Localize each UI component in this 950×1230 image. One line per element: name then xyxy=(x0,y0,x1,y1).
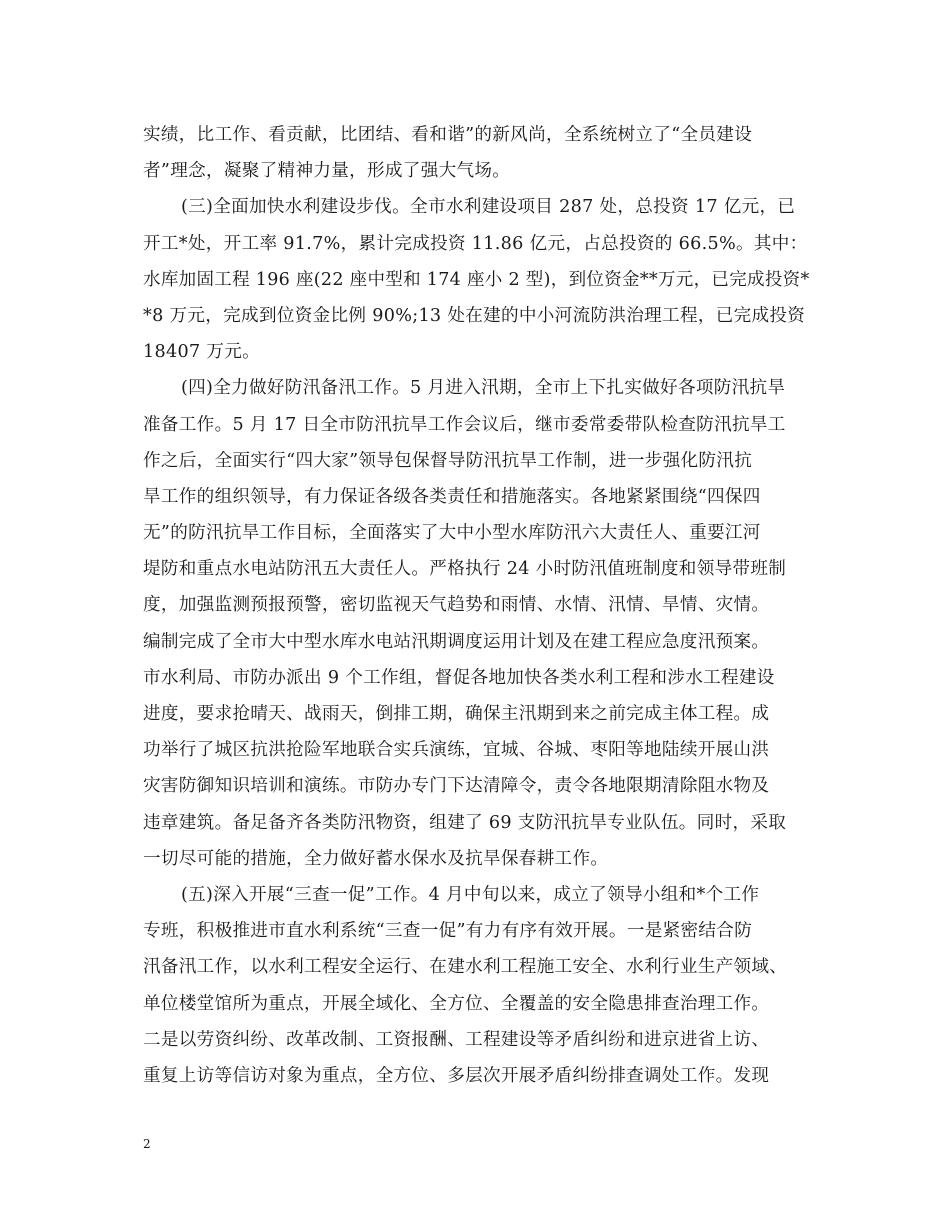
text-line: 作之后，全面实行“四大家”领导包保督导防汛抗旱工作制，进一步强化防汛抗 xyxy=(143,450,753,471)
page-number: 2 xyxy=(143,1137,151,1151)
text-line: 编制完成了全市大中型水库水电站汛期调度运用计划及在建工程应急度汛预案。 xyxy=(143,631,770,652)
text-line: 旱工作的组织领导，有力保证各级各类责任和措施落实。各地紧紧围绕“四保四 xyxy=(143,486,761,507)
text-line: 实绩，比工作、看贡献，比团结、看和谐”的新风尚，全系统树立了“全员建设 xyxy=(143,125,753,145)
body-text xyxy=(143,117,809,1094)
text-line: 二是以劳资纠纷、改革改制、工资报酬、工程建设等矛盾纠纷和进京进省上访、 xyxy=(143,1029,770,1050)
paragraph-first-line: (三)全面加快水利建设步伐。全市水利建设项目 287 处，总投资 17 亿元，已 xyxy=(181,197,796,218)
paragraph-first-line: (五)深入开展“三查一促”工作。4 月中旬以来，成立了领导小组和*个工作 xyxy=(181,884,760,905)
paragraph-first-line: (四)全力做好防汛备汛工作。5 月进入汛期，全市上下扎实做好各项防汛抗旱 xyxy=(181,378,786,399)
text-line: 汛备汛工作，以水利工程安全运行、在建水利工程施工安全、水利行业生产领域、 xyxy=(143,957,788,978)
text-line: 重复上访等信访对象为重点，全方位、多层次开展矛盾纠纷排查调处工作。发现 xyxy=(143,1065,770,1086)
text-line: 进度，要求抢晴天、战雨天，倒排工期，确保主汛期到来之前完成主体工程。成 xyxy=(143,704,770,724)
text-line: 功举行了城区抗洪抢险军地联合实兵演练，宜城、谷城、枣阳等地陆续开展山洪 xyxy=(143,740,770,761)
text-line: 灾害防御知识培训和演练。市防办专门下达清障令，责令各地限期清除阻水物及 xyxy=(143,776,770,797)
text-line: *8 万元，完成到位资金比例 90%;13 处在建的中小河流防洪治理工程，已完成投资 xyxy=(143,305,806,326)
text-line: 市水利局、市防办派出 9 个工作组，督促各地加快各类水利工程和涉水工程建设 xyxy=(143,667,775,688)
text-line: 堤防和重点水电站防汛五大责任人。严格执行 24 小时防汛值班制度和领导带班制 xyxy=(143,559,787,580)
text-line: 度，加强监测预报预警，密切监视天气趋势和雨情、水情、汛情、旱情、灾情。 xyxy=(143,595,770,616)
text-line: 单位楼堂馆所为重点，开展全域化、全方位、全覆盖的安全隐患排查治理工作。 xyxy=(143,993,770,1014)
text-line: 无”的防汛抗旱工作目标，全面落实了大中小型水库防汛六大责任人、重要江河 xyxy=(143,523,761,544)
text-line: 违章建筑。备足备齐各类防汛物资，组建了 69 支防汛抗旱专业队伍。同时，采取 xyxy=(143,812,787,833)
text-line: 水库加固工程 196 座(22 座中型和 174 座小 2 型)，到位资金**万元，已完成投资* xyxy=(143,269,810,290)
text-line: 准备工作。5 月 17 日全市防汛抗旱工作会议后，继市委常委带队检查防汛抗旱工 xyxy=(143,414,786,435)
text-line: 者”理念，凝聚了精神力量，形成了强大气场。 xyxy=(143,161,511,182)
text-line: 专班，积极推进市直水利系统“三查一促”有力有序有效开展。一是紧密结合防 xyxy=(143,921,753,942)
text-line: 开工*处，开工率 91.7%，累计完成投资 11.86 亿元，占总投资的 66.5%。其中： xyxy=(143,233,808,254)
text-line: 一切尽可能的措施，全力做好蓄水保水及抗旱保春耕工作。 xyxy=(143,848,609,869)
text-line: 18407 万元。 xyxy=(143,342,261,363)
